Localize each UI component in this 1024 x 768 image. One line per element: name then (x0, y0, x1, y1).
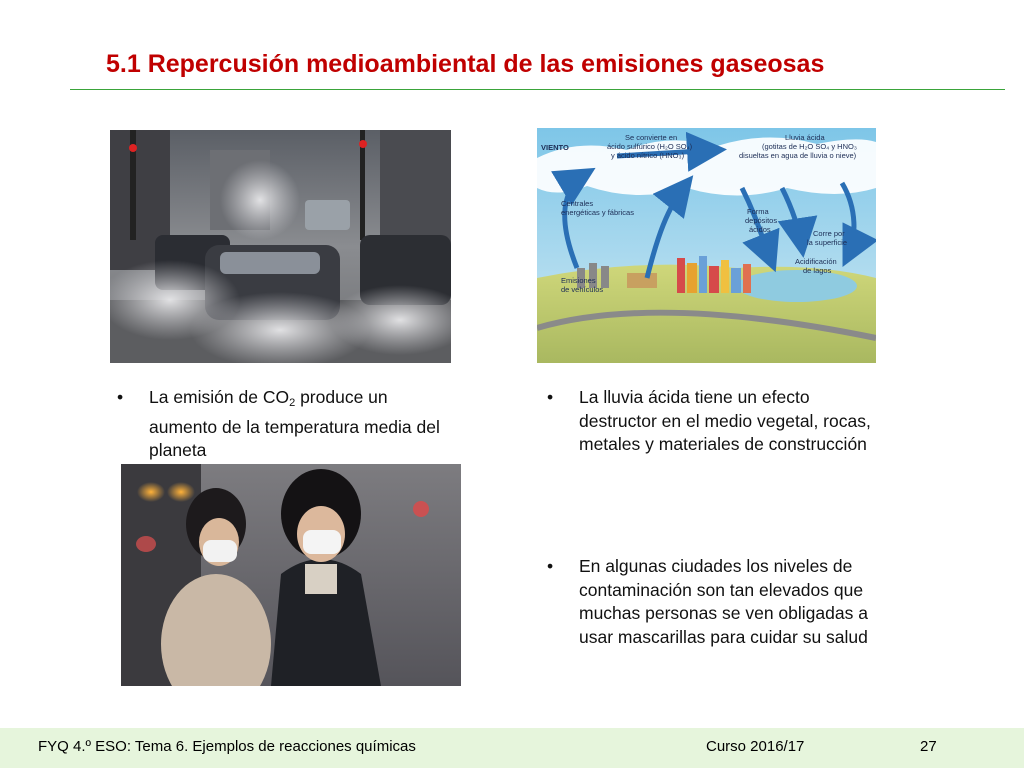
bullet-symbol: • (117, 387, 124, 407)
diagram-label-vehicles-1: Emisiones (561, 276, 596, 285)
bullet-co2-text-pre: La emisión de CO (149, 387, 290, 407)
footer-page-number: 27 (920, 738, 937, 755)
diagram-label-deposits-1: Forma (747, 207, 769, 216)
diagram-label-rain-2: (gotitas de H₂O SO₄ y HNO₃ (762, 142, 857, 151)
diagram-label-plants-2: energéticas y fábricas (561, 208, 634, 217)
bullet-acid-rain-text: La lluvia ácida tiene un efecto destructor en el medio vegetal, rocas, metales y materiales de construcción (579, 387, 871, 454)
diagram-label-wind: VIENTO (541, 143, 569, 152)
diagram-label-convert-3: y ácido nítrico (HNO₃) (611, 151, 685, 160)
bullet-symbol: • (547, 556, 554, 576)
diagram-label-deposits-2: depósitos (745, 216, 778, 225)
footer-course-topic: FYQ 4.º ESO: Tema 6. Ejemplos de reacciones químicas (38, 738, 416, 755)
diagram-label-vehicles-2: de vehículos (561, 285, 604, 294)
footer-school-year: Curso 2016/17 (706, 738, 805, 755)
bullet-symbol: • (547, 387, 554, 407)
acid-rain-diagram (537, 128, 876, 363)
bullet-co2-text (149, 386, 457, 463)
diagram-label-deposits-3: ácidos (749, 225, 771, 234)
diagram-label-lakes-2: de lagos (803, 266, 832, 275)
diagram-label-convert-1: Se convierte en (625, 133, 678, 142)
co2-subscript: 2 (289, 397, 296, 409)
diagram-label-lakes-1: Acidificación (795, 257, 837, 266)
traffic-exhaust-photo (110, 130, 451, 363)
bullet-co2-text-post: produce un aumento de la temperatura media del planeta (149, 387, 440, 460)
diagram-label-rain-1: Lluvia ácida (785, 133, 825, 142)
bullet-masks-text: En algunas ciudades los niveles de contaminación son tan elevados que muchas personas se ven obligadas a usar mascarillas para cuidar su salud (579, 556, 868, 647)
diagram-label-rain-3: disueltas en agua de lluvia o nieve) (739, 151, 857, 160)
diagram-label-runoff-1: Corre por (813, 229, 845, 238)
slide-footer (0, 728, 1024, 768)
diagram-label-runoff-2: la superficie (807, 238, 848, 247)
diagram-label-convert-2: ácido sulfúrico (H₂O SO₄) (607, 142, 693, 151)
slide-title: 5.1 Repercusión medioambiental de las emisiones gaseosas (106, 50, 825, 78)
diagram-label-plants-1: Centrales (561, 199, 594, 208)
title-divider (70, 89, 1005, 90)
people-wearing-masks-photo (121, 464, 461, 686)
